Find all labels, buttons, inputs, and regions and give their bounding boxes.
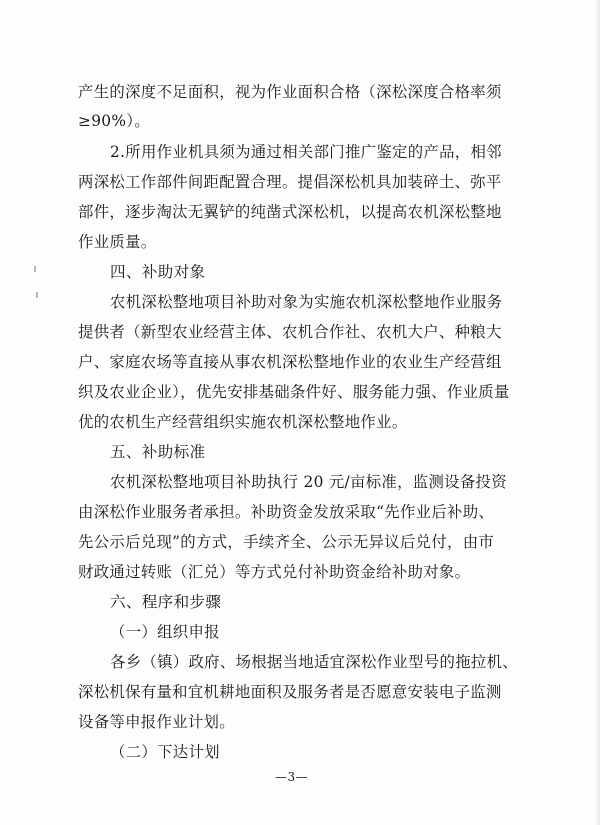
paragraph-line: 农机深松整地项目补助执行 20 元/亩标准，监测设备投资 <box>110 473 507 491</box>
paragraph-line: 两深松工作部件间距配置合理。提倡深松机具加装碎土、弥平 <box>78 173 502 191</box>
paragraph-line: 优的农机生产经营组织实施农机深松整地作业。 <box>78 413 408 431</box>
paragraph-line: ≥90%）。 <box>78 112 150 130</box>
paragraph-line: 部件，逐步淘汰无翼铲的纯凿式深松机，以提高农机深松整地 <box>78 203 502 221</box>
scan-speck <box>34 266 36 272</box>
paragraph-line: 作业质量。 <box>78 233 157 251</box>
section-heading: 六、程序和步骤 <box>110 593 222 611</box>
subsection-heading: （二）下达计划 <box>110 743 220 761</box>
paragraph-line: 先公示后兑现”的方式，手续齐全、公示无异议后兑付，由市 <box>78 533 495 551</box>
paragraph-line: 户、家庭农场等直接从事农机深松整地作业的农业生产经营组 <box>78 353 502 371</box>
subsection-heading: （一）组织申报 <box>110 623 220 641</box>
scan-speck <box>36 292 38 298</box>
section-heading: 五、补助标准 <box>110 443 206 461</box>
paragraph-line: 由深松作业服务者承担。补助资金发放采取“先作业后补助、 <box>78 503 495 521</box>
section-heading: 四、补助对象 <box>110 263 206 281</box>
paragraph-line: 2.所用作业机具须为通过相关部门推广鉴定的产品，相邻 <box>110 143 502 161</box>
paragraph-line: 财政通过转账（汇兑）等方式兑付补助资金给补助对象。 <box>78 563 471 581</box>
paragraph-line: 产生的深度不足面积，视为作业面积合格（深松深度合格率须 <box>78 83 502 101</box>
page-number: —3— <box>275 770 309 784</box>
paragraph-line: 农机深松整地项目补助对象为实施农机深松整地作业服务 <box>110 293 503 311</box>
paragraph-line: 提供者（新型农业经营主体、农机合作社、农机大户、种粮大 <box>78 323 502 341</box>
paragraph-line: 织及农业企业），优先安排基础条件好、服务能力强、作业质量 <box>78 383 510 401</box>
scan-edge-shadow <box>594 0 600 825</box>
paragraph-line: 设备等申报作业计划。 <box>78 713 235 731</box>
paragraph-line: 深松机保有量和宜机耕地面积及服务者是否愿意安装电子监测 <box>78 683 502 701</box>
paragraph-line: 各乡（镇）政府、场根据当地适宜深松作业型号的拖拉机、 <box>110 653 518 671</box>
